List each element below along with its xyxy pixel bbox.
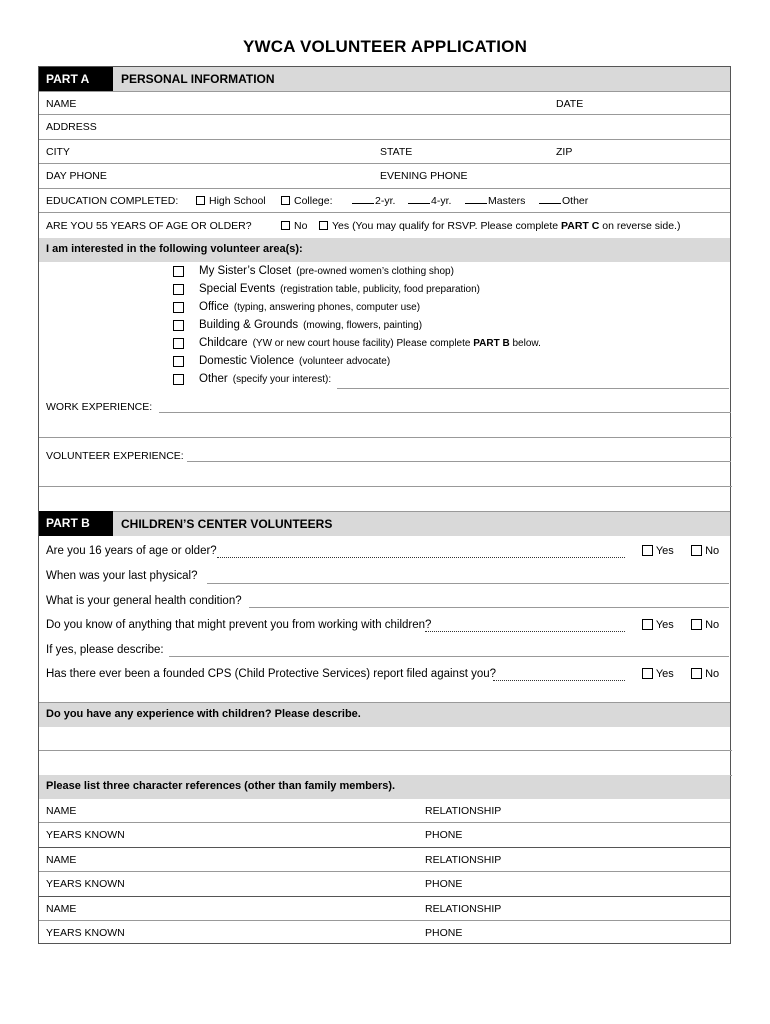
day-phone-label: DAY PHONE <box>46 170 107 182</box>
q-age16-label: Are you 16 years of age or older? <box>46 545 217 557</box>
checkbox-icon[interactable] <box>173 338 184 349</box>
two-year-option[interactable]: 2-yr. <box>352 195 395 207</box>
age55-row <box>39 213 730 238</box>
reference-2-name-row[interactable] <box>39 848 730 872</box>
high-school-option[interactable]: High School <box>196 195 266 207</box>
ref-years-label: YEARS KNOWN <box>46 927 125 939</box>
ref-phone-label: PHONE <box>425 829 463 841</box>
ref-phone-label: PHONE <box>425 878 463 890</box>
work-experience-line[interactable] <box>159 412 731 413</box>
ref-relationship-label: RELATIONSHIP <box>425 903 502 915</box>
interest-header-text: I am interested in the following volunteer area(s): <box>46 243 303 255</box>
reference-1-name-row[interactable] <box>39 799 730 823</box>
other-education-option[interactable]: Other <box>539 195 588 207</box>
dot-leader <box>217 557 625 558</box>
work-experience-label: WORK EXPERIENCE: <box>46 401 153 413</box>
checkbox-icon[interactable] <box>173 284 184 295</box>
part-a-title: PERSONAL INFORMATION <box>121 72 275 86</box>
address-label: ADDRESS <box>46 121 97 133</box>
volunteer-experience-line-2[interactable] <box>39 486 732 487</box>
volunteer-experience-label: VOLUNTEER EXPERIENCE: <box>46 450 184 462</box>
q-cps-yes[interactable]: Yes <box>642 668 674 680</box>
checkbox-icon[interactable] <box>173 266 184 277</box>
page-title: YWCA VOLUNTEER APPLICATION <box>242 37 528 56</box>
ref-relationship-label: RELATIONSHIP <box>425 854 502 866</box>
education-label: EDUCATION COMPLETED: <box>46 195 179 207</box>
ref-phone-label: PHONE <box>425 927 463 939</box>
checkbox-icon[interactable] <box>319 221 328 230</box>
ref-years-label: YEARS KNOWN <box>46 878 125 890</box>
dot-leader <box>493 680 625 681</box>
health-answer-line[interactable] <box>249 607 729 608</box>
checkbox-icon[interactable] <box>281 221 290 230</box>
checkbox-icon[interactable] <box>173 356 184 367</box>
evening-phone-label: EVENING PHONE <box>380 170 468 182</box>
name-label: NAME <box>46 98 77 110</box>
part-b-title: CHILDREN’S CENTER VOLUNTEERS <box>121 517 333 531</box>
rsvp-note: (You may qualify for RSVP. Please complete PART C on reverse side.) <box>352 220 681 232</box>
experience-answer-line[interactable] <box>39 750 732 751</box>
dot-leader <box>425 631 625 632</box>
state-label: STATE <box>380 146 413 158</box>
age55-label: ARE YOU 55 YEARS OF AGE OR OLDER? <box>46 220 252 232</box>
application-form: PART A PERSONAL INFORMATION NAME DATE ADDRESS CITY STATE ZIP DAY PHONE EVENING PHONE EDUCATION COMPLETED: High School College: 2-yr. 4-yr. Masters Other ARE YOU 55 YEARS OF AGE OR OLDER? No Yes (You may qualify for RSVP. Please complete PART C on reverse side.) I am interested in the following volunteer area(s): My Sister’s Closet (pre-owned women’s clothing shop) Special Events (registration table, publicity, food preparation) Office (typing, answering phones, computer use) Building & Grounds (mowing, flowers, painting) Childcare (YW or new court house facility) Please complete PART B below. Domestic Violence (volunteer advocate) Other (specify your interest): WORK EXPERIENCE: VOLUNTEER EXPERIENCE: PART B CHILDREN’S CENTER VOLUNTEERS Are you 16 years of age or older? Yes No When was your last physical? What is your general health condition? Do you know of anything that might prevent you from working with children? Yes No If yes, please describe: Has there ever been a founded CPS (Child Protective Services) report filed against you? Yes No Do you have any experience with children? Please describe. Please list three character references (other than family members). NAME RELATIONSHIP YEARS KNOWN PHONE NAME RELATIONSHIP YEARS KNOWN PHONE NAME RELATIONSHIP YEARS KNOWN PHONE <box>38 66 731 944</box>
q-prevent-label: Do you know of anything that might prevent you from working with children? <box>46 619 432 631</box>
part-a-tag: PART A <box>39 67 113 91</box>
physical-answer-line[interactable] <box>207 583 729 584</box>
checkbox-icon[interactable] <box>691 668 702 679</box>
q-describe-label: If yes, please describe: <box>46 644 164 656</box>
name-date-row[interactable] <box>39 91 730 115</box>
city-state-zip-row[interactable] <box>39 140 730 164</box>
checkbox-icon[interactable] <box>281 196 290 205</box>
checkbox-icon[interactable] <box>196 196 205 205</box>
address-row[interactable] <box>39 115 730 140</box>
blank-line[interactable] <box>465 203 487 204</box>
phone-row[interactable] <box>39 164 730 189</box>
blank-line[interactable] <box>408 203 430 204</box>
masters-option[interactable]: Masters <box>465 195 525 207</box>
ref-name-label: NAME <box>46 854 77 866</box>
ref-name-label: NAME <box>46 903 77 915</box>
q-cps-no[interactable]: No <box>691 668 719 680</box>
ref-name-label: NAME <box>46 805 77 817</box>
q-health-label: What is your general health condition? <box>46 595 242 607</box>
checkbox-icon[interactable] <box>691 619 702 630</box>
reference-3-name-row[interactable] <box>39 897 730 921</box>
part-b-tag: PART B <box>39 511 113 536</box>
blank-line[interactable] <box>352 203 374 204</box>
age55-yes-option[interactable]: Yes (You may qualify for RSVP. Please complete PART C on reverse side.) <box>319 220 680 232</box>
blank-line[interactable] <box>539 203 561 204</box>
work-experience-line-2[interactable] <box>39 437 732 438</box>
q-physical-label: When was your last physical? <box>46 570 198 582</box>
q-prevent-no[interactable]: No <box>691 619 719 631</box>
q-prevent-yes[interactable]: Yes <box>642 619 674 631</box>
education-row <box>39 189 730 213</box>
date-label: DATE <box>556 98 584 110</box>
ref-years-label: YEARS KNOWN <box>46 829 125 841</box>
references-header-text: Please list three character references (other than family members). <box>46 780 396 792</box>
college-option[interactable]: College: <box>281 195 333 207</box>
describe-answer-line[interactable] <box>169 656 729 657</box>
age55-no-option[interactable]: No <box>281 220 307 232</box>
checkbox-icon[interactable] <box>642 668 653 679</box>
q-age16-no[interactable]: No <box>691 545 719 557</box>
experience-header-text: Do you have any experience with children? Please describe. <box>46 708 361 720</box>
four-year-option[interactable]: 4-yr. <box>408 195 451 207</box>
q-cps-label: Has there ever been a founded CPS (Child Protective Services) report filed against you? <box>46 668 497 680</box>
checkbox-icon[interactable] <box>642 619 653 630</box>
ref-relationship-label: RELATIONSHIP <box>425 805 502 817</box>
reference-1-years-row[interactable] <box>39 823 730 848</box>
city-label: CITY <box>46 146 70 158</box>
other-interest-line[interactable] <box>337 388 729 389</box>
checkbox-icon[interactable] <box>173 302 184 313</box>
q-age16-yes[interactable]: Yes <box>642 545 674 557</box>
volunteer-experience-line[interactable] <box>187 461 731 462</box>
zip-label: ZIP <box>556 146 573 158</box>
checkbox-icon[interactable] <box>173 374 184 385</box>
reference-2-years-row[interactable] <box>39 872 730 897</box>
checkbox-icon[interactable] <box>173 320 184 331</box>
checkbox-icon[interactable] <box>642 545 653 556</box>
reference-3-years-row[interactable] <box>39 921 730 944</box>
checkbox-icon[interactable] <box>691 545 702 556</box>
